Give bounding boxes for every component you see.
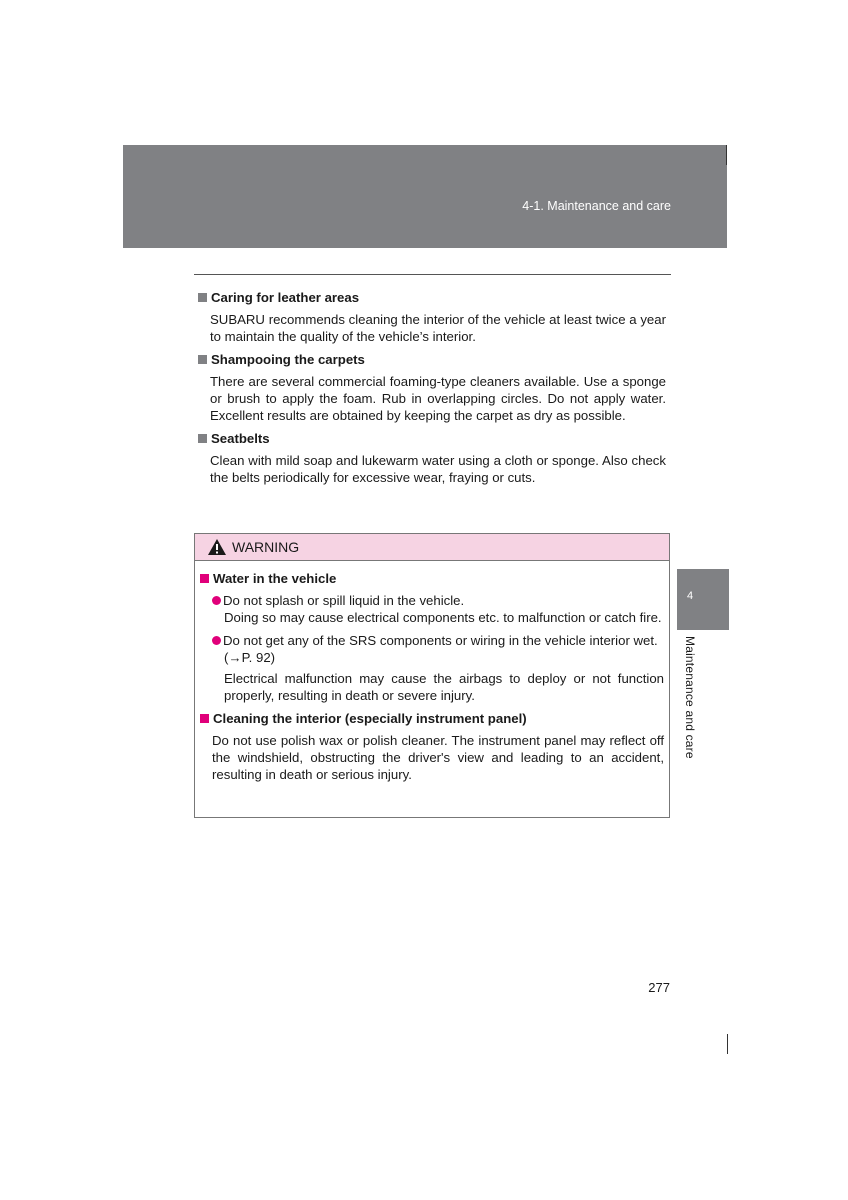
section-heading: Seatbelts xyxy=(196,430,666,447)
section-title: 4-1. Maintenance and care xyxy=(522,199,671,213)
square-bullet-icon xyxy=(198,355,207,364)
warning-triangle-icon xyxy=(207,538,227,556)
section-text: Clean with mild soap and lukewarm water using a cloth or sponge. Also check the belts periodically for excessive wear, fraying or cuts. xyxy=(210,453,666,485)
warning-heading: Water in the vehicle xyxy=(198,570,664,587)
warning-heading: Cleaning the interior (especially instrument panel) xyxy=(198,710,664,727)
warning-label: WARNING xyxy=(232,539,300,555)
chapter-number: 4 xyxy=(687,590,694,602)
square-bullet-icon xyxy=(198,293,207,302)
square-bullet-icon xyxy=(200,574,209,583)
section-text: SUBARU recommends cleaning the interior of the vehicle at least twice a year to maintain the quality of the vehicle’s interior. xyxy=(210,312,666,344)
page-reference: (→P. 92) xyxy=(224,650,276,665)
warning-text: Do not use polish wax or polish cleaner. The instrument panel may reflect off the windshield, obstructing the driver's view and leading to an accident, resulting in death or serious injury. xyxy=(212,733,664,782)
section-heading: Caring for leather areas xyxy=(196,289,666,306)
main-content xyxy=(196,289,666,492)
bullet-item: Do not get any of the SRS components or wiring in the vehicle interior wet. (→P. 92) Electrical malfunction may cause the airbags to deploy or not function properly, resulting in death or severe injury. xyxy=(212,632,664,704)
crop-mark xyxy=(727,1034,728,1054)
page-number: 277 xyxy=(648,980,670,995)
section-text: There are several commercial foaming-type cleaners available. Use a sponge or brush to apply the foam. Rub in overlapping circles. Do not apply water. Excellent results are obtained by keeping the carpet as dry as possible. xyxy=(210,374,666,423)
section-heading: Shampooing the carpets xyxy=(196,351,666,368)
warning-header xyxy=(195,534,669,561)
square-bullet-icon xyxy=(200,714,209,723)
bullet-item: Do not splash or spill liquid in the vehicle. Doing so may cause electrical components etc. to malfunction or catch fire. xyxy=(212,592,664,626)
warning-box xyxy=(194,533,670,818)
warning-body xyxy=(195,561,669,783)
crop-mark xyxy=(726,145,727,165)
header-band xyxy=(123,145,727,248)
divider xyxy=(194,274,671,275)
square-bullet-icon xyxy=(198,434,207,443)
circle-bullet-icon xyxy=(212,596,221,605)
circle-bullet-icon xyxy=(212,636,221,645)
chapter-tab xyxy=(677,569,729,630)
chapter-label: Maintenance and care xyxy=(683,636,697,759)
